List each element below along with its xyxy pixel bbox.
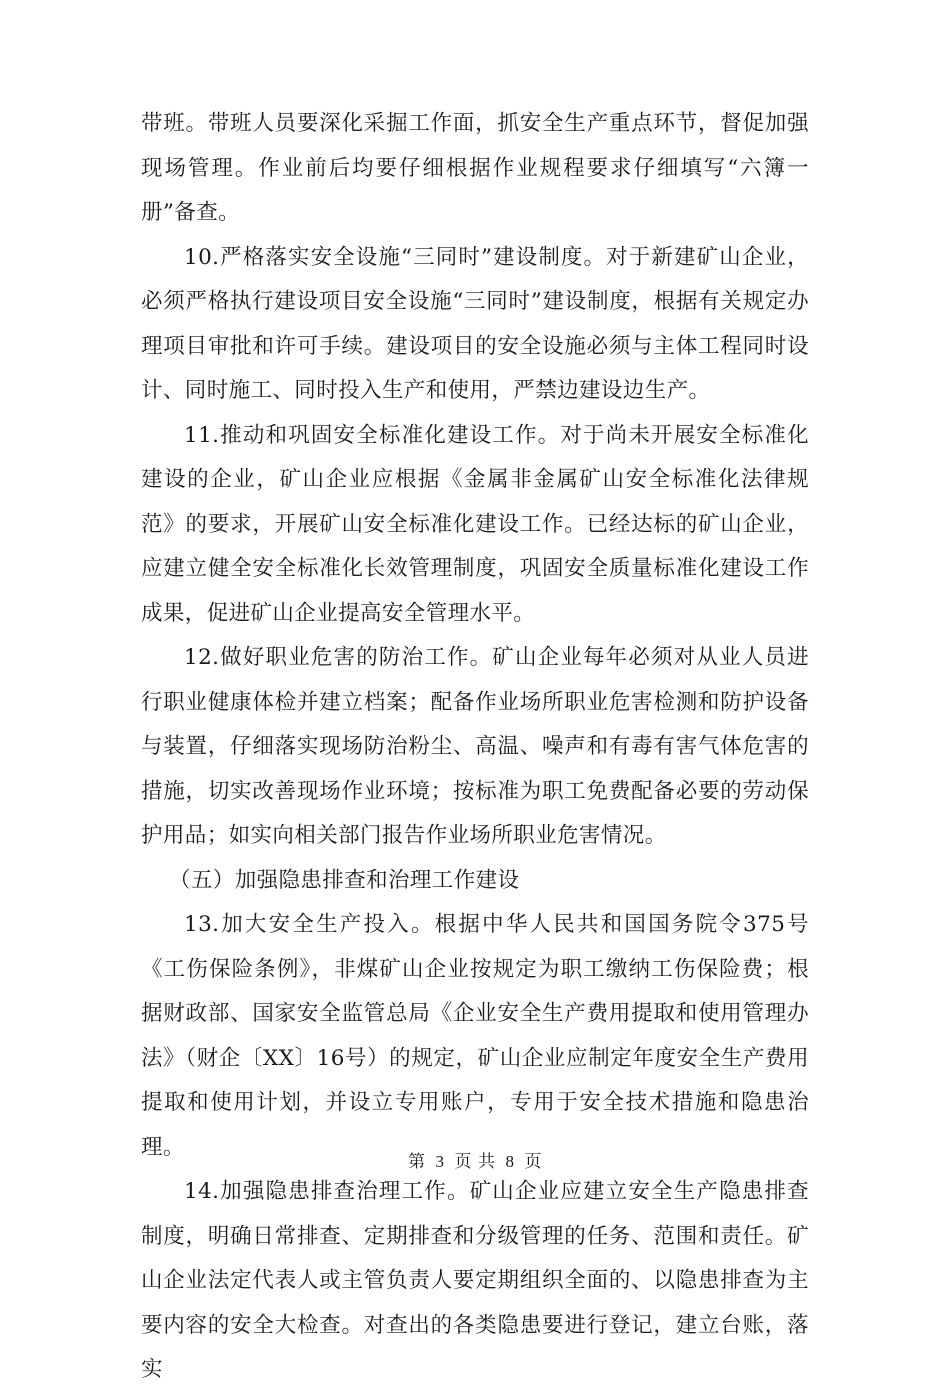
footer-suffix: 页 (524, 1152, 542, 1172)
document-body (141, 102, 809, 1393)
paragraph-item-10: 10.严格落实安全设施“三同时”建设制度。对于新建矿山企业，必须严格执行建设项目安全设施“三同时”建设制度，根据有关规定办理项目审批和许可手续。建设项目的安全设施必须与主体工程同时设计、同时施工、同时投入生产和使用，严禁边建设边生产。 (141, 244, 809, 403)
paragraph-item-13: 13.加大安全生产投入。根据中华人民共和国国务院令375号《工伤保险条例》，非煤矿山企业按规定为职工缴纳工伤保险费；根据财政部、国家安全监管总局《企业安全生产费用提取和使用管理办法》（财企〔XX〕16号）的规定，矿山企业应制定年度安全生产费用提取和使用计划，并设立专用账户，专用于安全技术措施和隐患治理。 (141, 912, 809, 1160)
footer-page-word: 页 (454, 1152, 472, 1172)
paragraph-item-14: 14.加强隐患排查治理工作。矿山企业应建立安全生产隐患排查制度，明确日常排查、定期排查和分级管理的任务、范围和责任。矿山企业法定代表人或主管负责人要定期组织全面的、以隐患排查为主要内容的安全大检查。对查出的各类隐患要进行登记，建立台账，落实 (141, 1179, 809, 1382)
paragraph-item-11: 11.推动和巩固安全标准化建设工作。对于尚未开展安全标准化建设的企业，矿山企业应根据《金属非金属矿山安全标准化法律规范》的要求，开展矿山安全标准化建设工作。已经达标的矿山企业，应建立健全安全标准化长效管理制度，巩固安全质量标准化建设工作成果，促进矿山企业提高安全管理水平。 (141, 422, 809, 626)
section-heading-5: （五）加强隐患排查和治理工作建设 (169, 867, 520, 893)
page-footer (0, 1150, 950, 1174)
footer-total-pages: 8 (505, 1152, 515, 1171)
paragraph-continuation: 带班。带班人员要深化采掘工作面，抓安全生产重点环节，督促加强现场管理。作业前后均要仔细根据作业规程要求仔细填写“六簿一册”备查。 (141, 111, 809, 225)
footer-prefix: 第 (408, 1152, 426, 1172)
paragraph-item-12: 12.做好职业危害的防治工作。矿山企业每年必须对从业人员进行职业健康体检并建立档案；配备作业场所职业危害检测和防护设备与装置，仔细落实现场防治粉尘、高温、噪声和有毒有害气体危害的措施，切实改善现场作业环境；按标准为职工免费配备必要的劳动保护用品；如实向相关部门报告作业场所职业危害情况。 (141, 645, 809, 848)
footer-page-number: 3 (435, 1152, 445, 1171)
footer-total-word: 共 (478, 1152, 496, 1172)
